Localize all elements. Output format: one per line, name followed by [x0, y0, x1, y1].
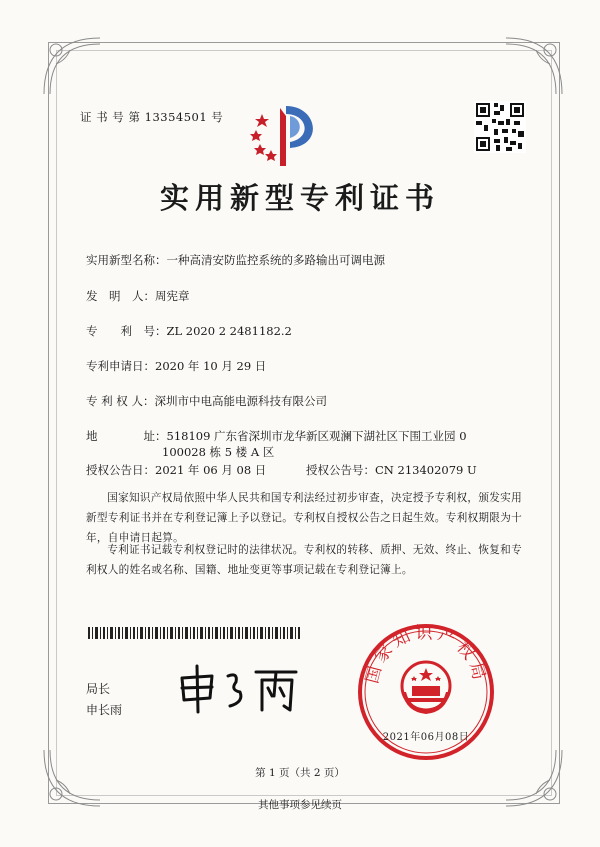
field-patent-no-row [86, 323, 292, 339]
document-title: 实用新型专利证书 [159, 181, 440, 215]
signatory-title: 局长 [86, 682, 111, 696]
corner-ornament-top-left [40, 34, 110, 104]
patent-office-emblem [240, 86, 330, 172]
field-address-line2-row [162, 444, 274, 460]
field-patentee-row [86, 393, 327, 409]
field-name-label: 实用新型名称： [86, 253, 167, 267]
field-address-line1: 518109 广东省深圳市龙华新区观澜下湖社区下围工业园 0 [166, 429, 467, 443]
legal-status-paragraph: 专利证书记载专利权登记时的法律状况。专利权的转移、质押、无效、终止、恢复和专利权人的姓名或名称、国籍、地址变更等事项记载在专利登记簿上。 [86, 544, 522, 576]
grant-statement-paragraph: 国家知识产权局依照中华人民共和国专利法经过初步审查，决定授予专利权，颁发实用新型专利证书并在专利登记簿上予以登记。专利权自授权公告之日起生效。专利权期限为十年，自申请日起算。 [86, 492, 522, 544]
handwritten-signature [178, 662, 302, 716]
field-name-value: 一种高清安防监控系统的多路输出可调电源 [166, 253, 385, 267]
field-address-row [86, 428, 467, 444]
field-patentee-label: 专 利 权 人： [86, 394, 155, 408]
field-patent-no-value: ZL 2020 2 2481182.2 [166, 324, 292, 338]
qr-code [474, 101, 526, 153]
field-grant-date-row [86, 462, 266, 478]
field-filing-date-value: 2020 年 10 月 29 日 [155, 359, 267, 373]
page-number: 第 1 页（共 2 页） [255, 767, 345, 779]
field-patentee-value: 深圳市中电高能电源科技有限公司 [154, 394, 327, 408]
seal-date: 2021年06月08日 [382, 732, 470, 743]
field-grant-no-label: 授权公告号： [306, 463, 375, 477]
field-name-row [86, 252, 385, 268]
field-grant-date-label: 授权公告日： [86, 463, 155, 477]
field-filing-date-label: 专利申请日： [86, 359, 155, 373]
field-filing-date-row [86, 358, 266, 374]
field-grant-date-value: 2021 年 06 月 08 日 [155, 463, 267, 477]
barcode [88, 627, 300, 639]
field-patent-no-label: 专 利 号： [86, 324, 167, 338]
field-address-label: 地 址： [86, 429, 167, 443]
field-inventor-row [86, 288, 190, 304]
field-grant-no-value: CN 213402079 U [375, 463, 477, 477]
field-inventor-value: 周宪章 [155, 289, 190, 303]
official-seal [356, 622, 496, 762]
field-address-line2: 100028 栋 5 楼 A 区 [162, 445, 275, 459]
footer-note: 其他事项参见续页 [258, 799, 342, 811]
corner-ornament-top-right [496, 34, 566, 104]
national-emblem-icon [402, 662, 450, 714]
field-inventor-label: 发 明 人： [86, 289, 155, 303]
signatory-name: 申长雨 [86, 703, 123, 717]
seal-text: 国家知识产权局 [362, 623, 490, 686]
certificate-number: 证 书 号 第 13354501 号 [80, 110, 224, 124]
field-grant-no-row [306, 462, 477, 478]
